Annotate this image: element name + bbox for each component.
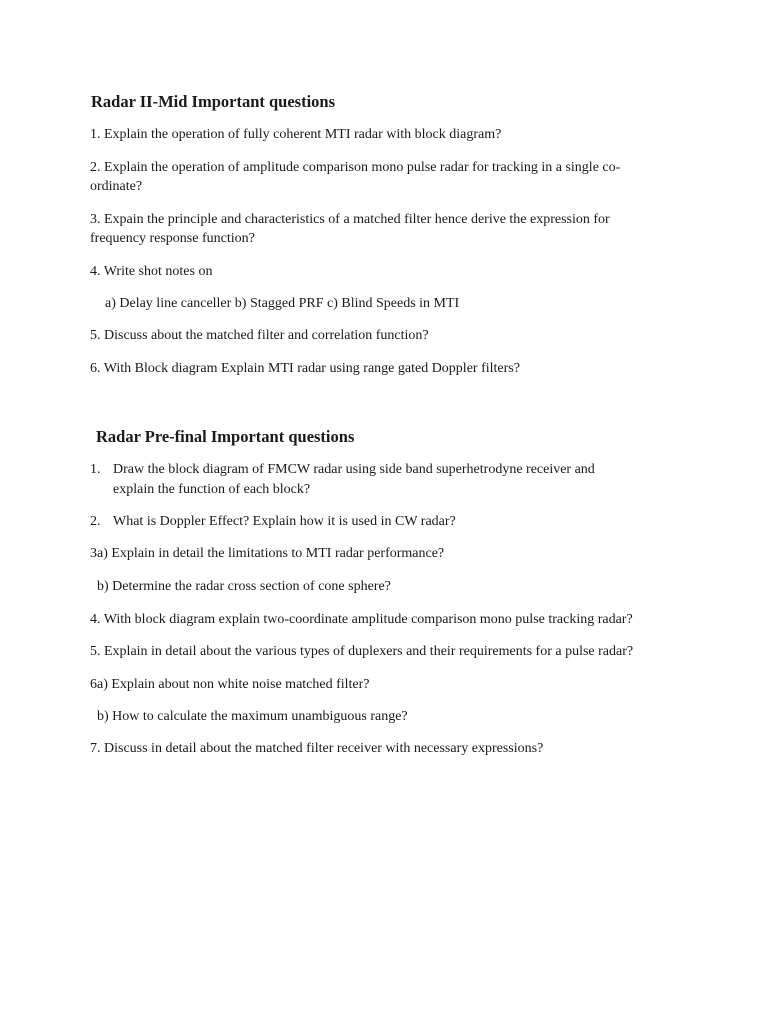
mid-question-1: 1. Explain the operation of fully coherent MTI radar with block diagram? <box>90 127 502 142</box>
prefinal-question-7: 7. Discuss in detail about the matched filter receiver with necessary expressions? <box>90 741 544 756</box>
prefinal-question-1-line-2: explain the function of each block? <box>113 482 311 497</box>
prefinal-question-6b: b) How to calculate the maximum unambiguous range? <box>97 709 408 724</box>
mid-question-4-subparts: a) Delay line canceller b) Stagged PRF c) Blind Speeds in MTI <box>105 296 460 311</box>
section-title-mid: Radar II-Mid Important questions <box>91 92 336 111</box>
mid-question-6: 6. With Block diagram Explain MTI radar using range gated Doppler filters? <box>90 361 520 376</box>
prefinal-question-2: What is Doppler Effect? Explain how it is used in CW radar? <box>113 514 456 529</box>
mid-question-2-line-2: ordinate? <box>90 179 143 194</box>
prefinal-question-3b: b) Determine the radar cross section of cone sphere? <box>97 579 391 594</box>
prefinal-question-2-number: 2. <box>90 514 101 529</box>
mid-question-5: 5. Discuss about the matched filter and correlation function? <box>90 328 429 343</box>
mid-question-3-line-2: frequency response function? <box>90 231 255 246</box>
mid-question-2-line-1: 2. Explain the operation of amplitude comparison mono pulse radar for tracking in a single co- <box>90 160 621 175</box>
prefinal-question-6a: 6a) Explain about non white noise matched filter? <box>90 677 370 692</box>
mid-question-4: 4. Write shot notes on <box>90 264 213 279</box>
section-title-prefinal: Radar Pre-final Important questions <box>96 427 355 446</box>
prefinal-question-3a: 3a) Explain in detail the limitations to MTI radar performance? <box>90 546 445 561</box>
mid-question-3-line-1: 3. Expain the principle and characteristics of a matched filter hence derive the expression for <box>90 212 610 227</box>
prefinal-question-1-line-1: Draw the block diagram of FMCW radar using side band superhetrodyne receiver and <box>113 462 595 477</box>
prefinal-question-1-number: 1. <box>90 462 101 477</box>
prefinal-question-5: 5. Explain in detail about the various types of duplexers and their requirements for a pulse radar? <box>90 644 634 659</box>
prefinal-question-4: 4. With block diagram explain two-coordinate amplitude comparison mono pulse tracking radar? <box>90 612 633 627</box>
